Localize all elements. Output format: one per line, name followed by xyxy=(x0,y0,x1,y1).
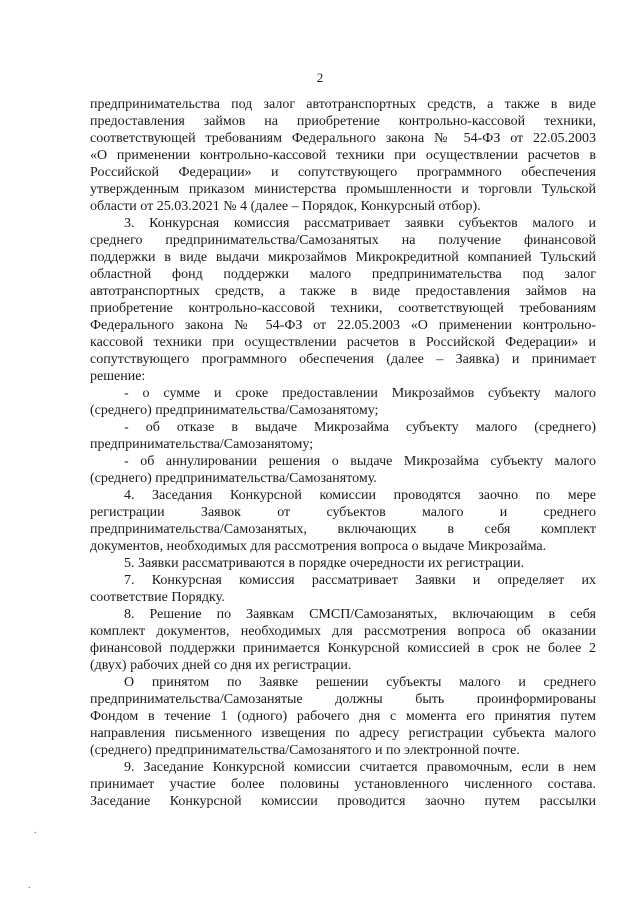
paragraph-line: автотранспортных средств, а также в виде предоставления займов на xyxy=(90,284,596,299)
paragraph-line: «О применении контрольно-кассовой техники при осуществлении расчетов в xyxy=(90,148,596,163)
paragraph-line: поддержки в виде выдачи микрозаймов Микрокредитной компанией Тульский xyxy=(90,250,596,265)
paragraph-line: комплект документов, необходимых для рассмотрения вопроса об оказании xyxy=(90,624,596,639)
paragraph-line: Российской Федерации» и сопутствующего программного обеспечения xyxy=(90,165,596,180)
paragraph-line: 7. Конкурсная комиссия рассматривает Заявки и определяет их xyxy=(124,573,596,588)
paragraph-line: приобретение контрольно-кассовой техники, соответствующей требованиям xyxy=(90,301,596,316)
paragraph-line: среднего предпринимательства/Самозанятых на получение финансовой xyxy=(90,233,596,248)
paragraph-line: (среднего) предпринимательства/Самозанятому. xyxy=(90,471,377,486)
paragraph-line: области от 25.03.2021 № 4 (далее – Порядок, Конкурсный отбор). xyxy=(90,199,481,214)
paragraph-line: - об аннулировании решения о выдаче Микрозайма субъекту малого xyxy=(124,454,596,469)
paragraph-line: - о сумме и сроке предоставлении Микрозаймов субъекту малого xyxy=(124,386,596,401)
paragraph-line: финансовой поддержки принимается Конкурсной комиссией в срок не более 2 xyxy=(90,641,596,656)
paragraph-line: (двух) рабочих дней со дня их регистрации. xyxy=(90,658,352,673)
page-number: 2 xyxy=(316,70,324,85)
paragraph-line: решение: xyxy=(90,369,146,384)
paragraph-line: 5. Заявки рассматриваются в порядке очередности их регистрации. xyxy=(124,556,525,571)
paragraph-line: 8. Решение по Заявкам СМСП/Самозанятых, включающим в себя xyxy=(124,607,596,622)
paragraph-line: соответствие Порядку. xyxy=(90,590,225,605)
paragraph-line: предпринимательства/Самозанятых, включающих в себя комплект xyxy=(90,522,596,537)
document-body xyxy=(90,96,596,810)
paragraph-line: О принятом по Заявке решении субъекты малого и среднего xyxy=(124,675,596,690)
paragraph-line: предоставления займов на приобретение контрольно-кассовой техники, xyxy=(90,114,596,129)
paragraph-line: 3. Конкурсная комиссия рассматривает заявки субъектов малого и xyxy=(124,216,596,231)
paragraph-line: - об отказе в выдаче Микрозайма субъекту малого (среднего) xyxy=(124,420,596,435)
scan-speck: . xyxy=(28,880,31,891)
paragraph-line: предпринимательства/Самозанятому; xyxy=(90,437,314,452)
paragraph-line: предпринимательства под залог автотранспортных средств, а также в виде xyxy=(90,97,596,112)
paragraph-line: областной фонд поддержки малого предпринимательства под залог xyxy=(90,267,596,282)
paragraph-line: 9. Заседание Конкурсной комиссии считается правомочным, если в нем xyxy=(124,760,596,775)
paragraph-line: (среднего) предпринимательства/Самозанятого и по электронной почте. xyxy=(90,743,520,758)
scan-speck: . xyxy=(34,825,37,836)
paragraph-line: утвержденным приказом министерства промышленности и торговли Тульской xyxy=(90,182,596,197)
paragraph-line: (среднего) предпринимательства/Самозанятому; xyxy=(90,403,379,418)
paragraph-line: документов, необходимых для рассмотрения вопроса о выдаче Микрозайма. xyxy=(90,539,547,554)
paragraph-line: Федерального закона № 54-ФЗ от 22.05.2003 «О применении контрольно- xyxy=(90,318,596,333)
paragraph-line: 4. Заседания Конкурсной комиссии проводятся заочно по мере xyxy=(124,488,596,503)
paragraph-line: соответствующей требованиям Федерального закона № 54-ФЗ от 22.05.2003 xyxy=(90,131,596,146)
paragraph-line: предпринимательства/Самозанятые должны быть проинформированы xyxy=(90,692,596,707)
paragraph-line: направления письменного извещения по адресу регистрации субъекта малого xyxy=(90,726,596,741)
paragraph-line: кассовой техники при осуществлении расчетов в Российской Федерации» и xyxy=(90,335,596,350)
paragraph-line: регистрации Заявок от субъектов малого и среднего xyxy=(90,505,596,520)
paragraph-line: Фондом в течение 1 (одного) рабочего дня с момента его принятия путем xyxy=(90,709,596,724)
paragraph-line: сопутствующего программного обеспечения (далее – Заявка) и принимает xyxy=(90,352,596,367)
paragraph-line: принимает участие более половины установленного численного состава. xyxy=(90,777,596,792)
paragraph-line: Заседание Конкурсной комиссии проводится заочно путем рассылки xyxy=(90,794,596,809)
